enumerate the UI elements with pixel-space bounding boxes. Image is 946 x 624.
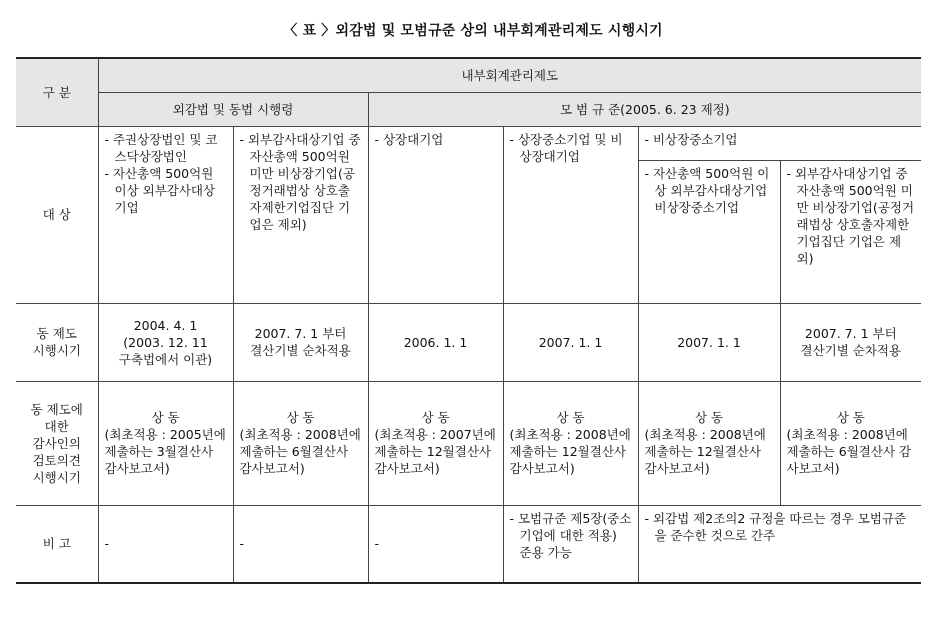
list-item: - 외부감사대상기업 중 자산총액 500억원 미만 비상장기업(공정거래법상 상호출자제한기업집단 기업은 제외) [786,165,915,266]
target-col5-list [645,165,774,216]
remarks-col2: - [233,505,368,583]
effective-col4: 2007. 1. 1 [503,303,638,381]
effective-col2: 2007. 7. 1 부터 결산기별 순차적용 [233,303,368,381]
effective-col6: 2007. 7. 1 부터 결산기별 순차적용 [780,303,921,381]
audit-col4-text: (최초적용 : 2008년에 제출하는 12월결산사 감사보고서) [509,427,631,476]
remarks-col56-text: - 외감법 제2조의2 규정을 따르는 경우 모범규준을 준수한 것으로 간주 [644,510,907,543]
audit-col2-same: 상 동 [286,410,315,425]
remarks-col4 [503,505,638,583]
audit-col2 [233,381,368,505]
audit-col2-text: (최초적용 : 2008년에 제출하는 6월결산사 감사보고서) [239,427,361,476]
list-item: - 상장대기업 [374,131,444,147]
target-col3 [368,126,503,303]
audit-col3 [368,381,503,505]
audit-col6 [780,381,921,505]
header-standard: 모 범 규 준(2005. 6. 23 제정) [368,92,921,126]
list-item: - 자산총액 500억원 이상 외부감사대상기업 [104,165,216,215]
target-col3-list [375,131,497,148]
remarks-col4-text: - 모범규준 제5장(중소기업에 대한 적용) 준용 가능 [509,510,632,560]
effective-col3: 2006. 1. 1 [368,303,503,381]
list-item: - 자산총액 500억원 이상 외부감사대상기업 비상장중소기업 [644,165,770,215]
remarks-col56 [638,505,921,583]
audit-col6-same: 상 동 [836,410,865,425]
audit-col5-text: (최초적용 : 2008년에 제출하는 12월결산사 감사보고서) [644,427,766,476]
remarks-col1: - [98,505,233,583]
audit-col4 [503,381,638,505]
audit-col3-text: (최초적용 : 2007년에 제출하는 12월결산사 감사보고서) [374,427,496,476]
effective-col1: 2004. 4. 1 (2003. 12. 11 구축법에서 이관) [98,303,233,381]
row-label-audit: 동 제도에 대한 감사인의 검토의견 시행시기 [16,381,98,505]
audit-col5-same: 상 동 [694,410,724,425]
target-col5 [638,160,780,303]
target-col2-list [240,131,362,233]
target-col1 [98,126,233,303]
target-col2 [233,126,368,303]
header-system: 내부회계관리제도 [98,58,921,92]
target-col1-list [105,131,227,216]
remarks-col3: - [368,505,503,583]
audit-col3-same: 상 동 [421,410,450,425]
target-col56-header: - 비상장중소기업 [638,126,921,160]
row-label-effective: 동 제도 시행시기 [16,303,98,381]
implementation-schedule-table [16,57,921,584]
audit-col5 [638,381,780,505]
target-col4-list [510,131,632,165]
audit-col1 [98,381,233,505]
row-label-remarks: 비 고 [16,505,98,583]
list-item: - 상장중소기업 및 비상장대기업 [509,131,623,164]
audit-col4-same: 상 동 [556,410,585,425]
effective-col5: 2007. 1. 1 [638,303,780,381]
table-title: 〈 표 〉외감법 및 모범규준 상의 내부회계관리제도 시행시기 [283,23,663,39]
row-label-target: 대 상 [16,126,98,303]
list-item: - 주권상장법인 및 코스닥상장법인 [104,131,218,164]
target-col6-list [787,165,916,267]
list-item: - 외부감사대상기업 중 자산총액 500억원 미만 비상장기업(공정거래법상 상호출자제한기업집단 기업은 제외) [239,131,361,232]
target-col6 [780,160,921,303]
target-col4 [503,126,638,303]
audit-col6-text: (최초적용 : 2008년에 제출하는 6월결산사 감사보고서) [786,427,912,476]
header-category: 구 분 [16,58,98,126]
audit-col1-text: (최초적용 : 2005년에 제출하는 3월결산사 감사보고서) [104,427,226,476]
audit-col1-same: 상 동 [151,410,180,425]
header-law: 외감법 및 동법 시행령 [98,92,368,126]
